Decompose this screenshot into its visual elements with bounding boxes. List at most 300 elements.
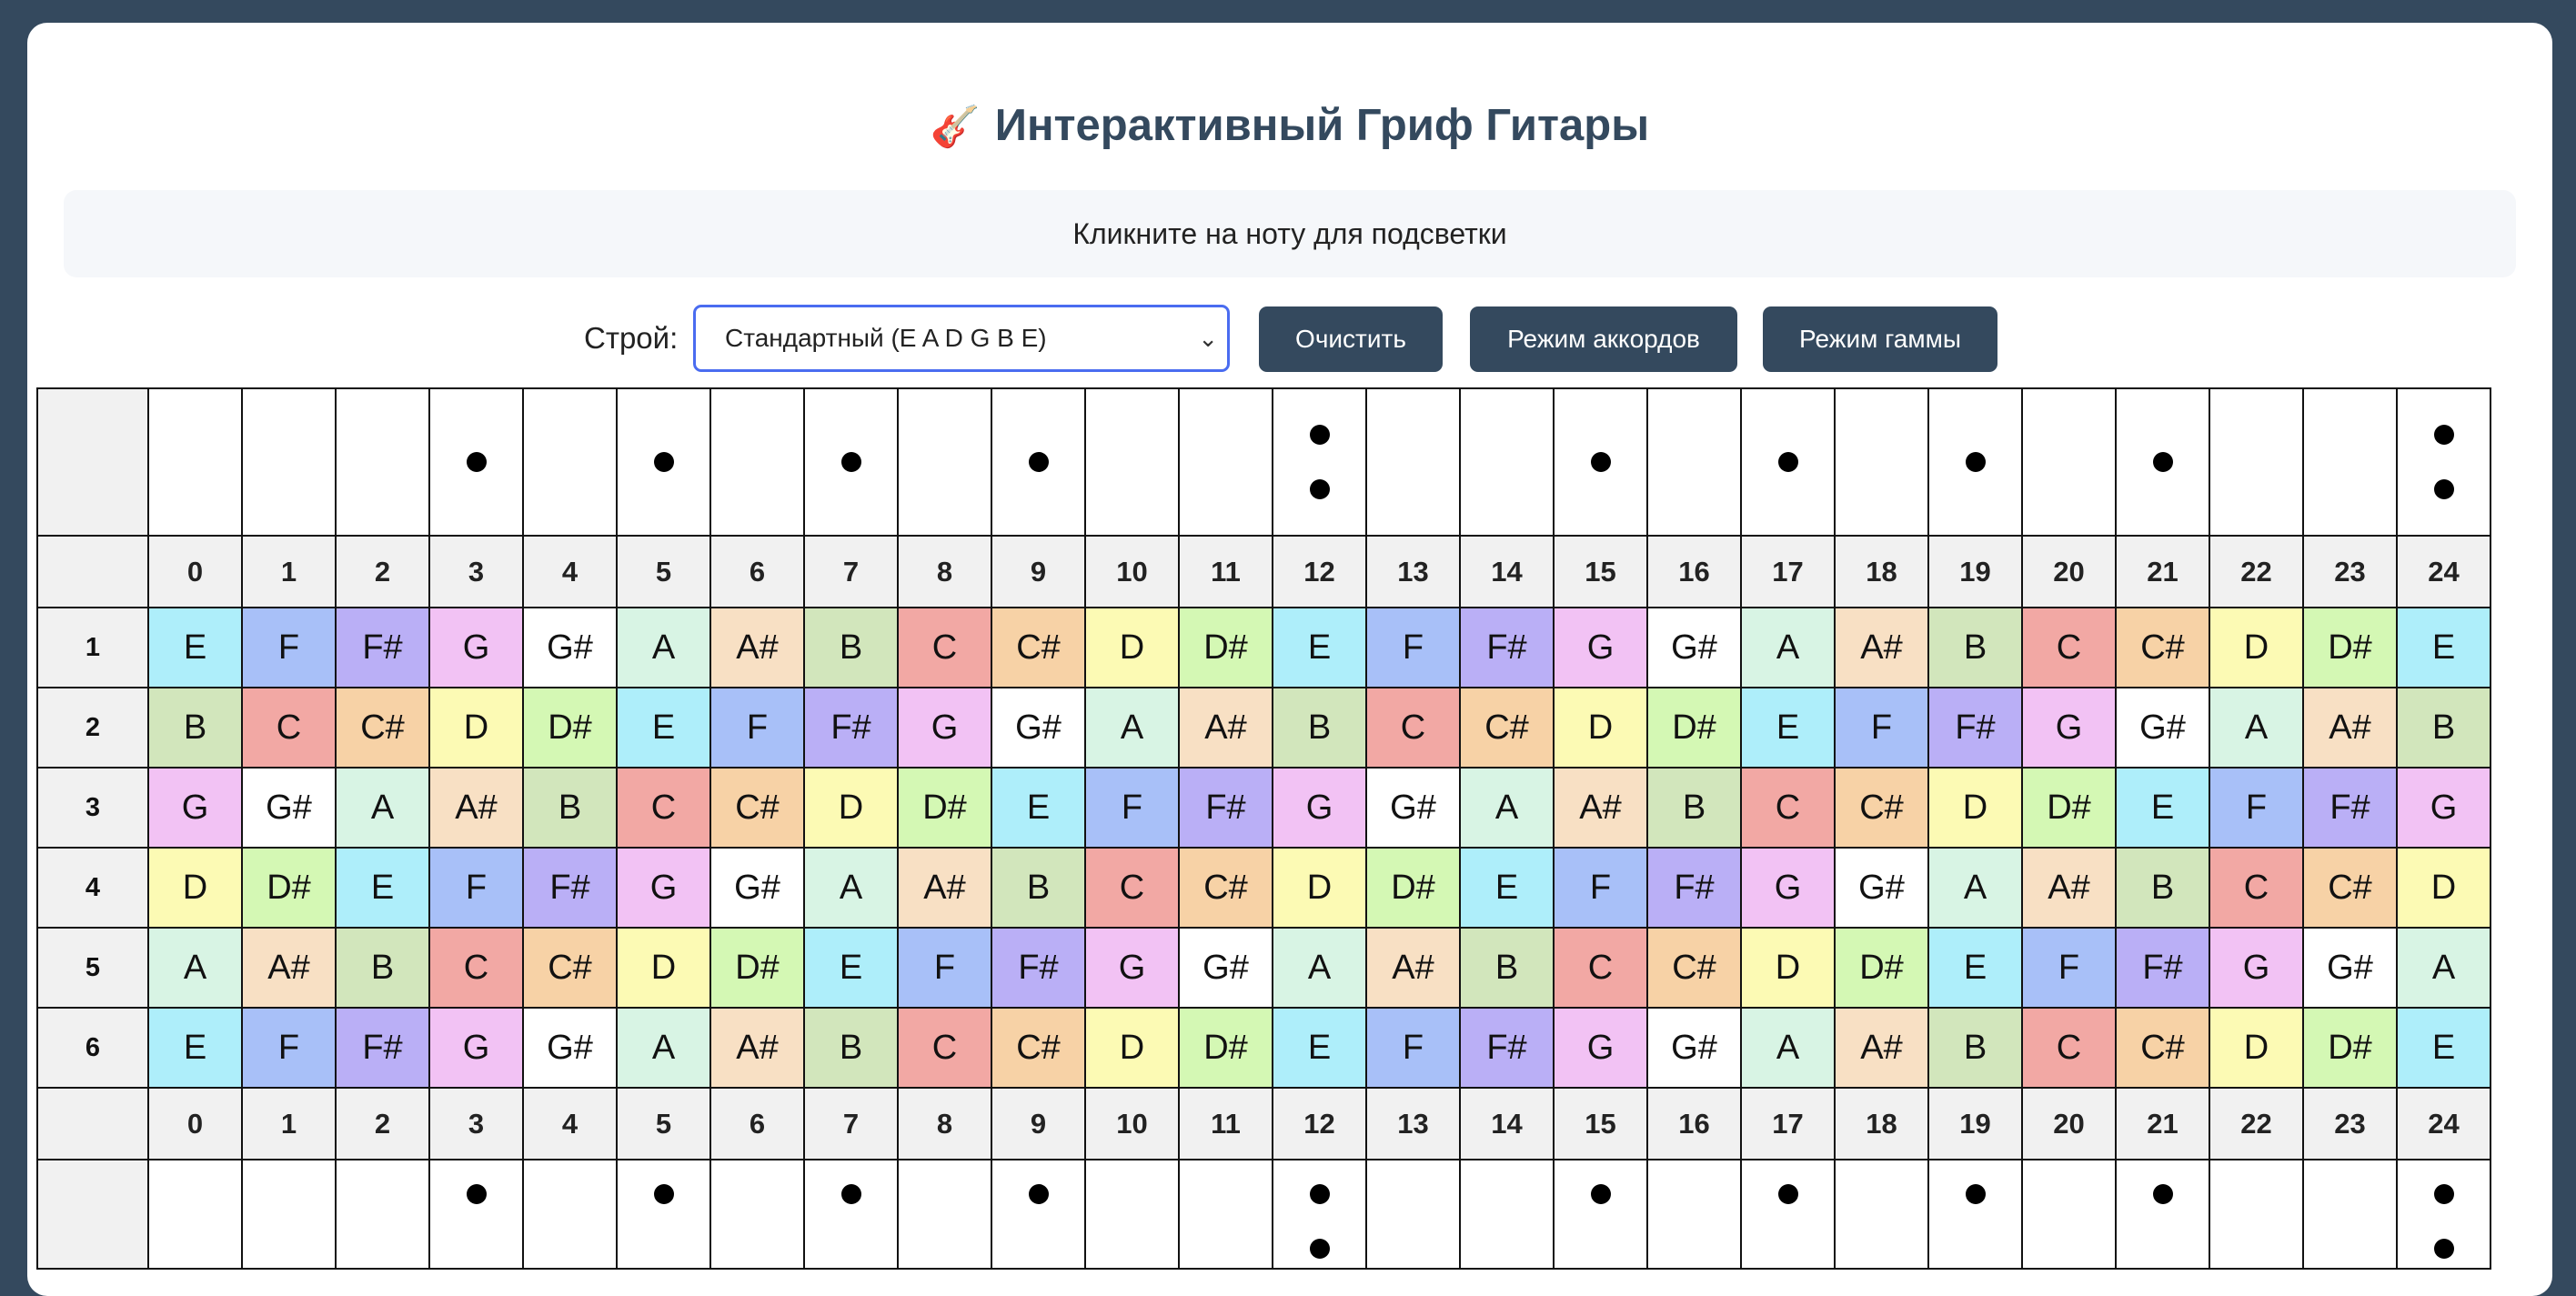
note-cell[interactable]: A (1741, 1008, 1835, 1088)
string-row (37, 768, 2490, 848)
note-cell[interactable]: F (710, 688, 804, 768)
tuning-label: Строй: (584, 321, 679, 355)
note-cell[interactable]: D# (1366, 848, 1460, 928)
note-cell[interactable]: D (1928, 768, 2022, 848)
note-cell[interactable]: G (898, 688, 991, 768)
note-cell[interactable]: D# (1835, 928, 1928, 1008)
note-cell[interactable]: C# (1179, 848, 1273, 928)
fret-number: 22 (2209, 1088, 2303, 1160)
fret-number: 0 (148, 536, 242, 608)
note-cell[interactable]: A# (1835, 1008, 1928, 1088)
fret-dot-icon (1591, 452, 1611, 472)
note-cell[interactable]: C (617, 768, 710, 848)
fret-marker-cell (898, 388, 991, 536)
note-cell[interactable]: F (1366, 1008, 1460, 1088)
note-cell[interactable]: F (898, 928, 991, 1008)
fret-marker-cell (1460, 388, 1554, 536)
fret-marker-cell (523, 1160, 617, 1269)
fret-number: 3 (429, 536, 523, 608)
fret-dot-icon (654, 1184, 674, 1204)
note-cell[interactable]: G (1554, 608, 1647, 688)
note-cell[interactable]: E (336, 848, 429, 928)
fret-dot-icon (1966, 1184, 1986, 1204)
string-label: 3 (37, 768, 148, 848)
note-cell[interactable]: A# (710, 1008, 804, 1088)
note-cell[interactable]: G (429, 608, 523, 688)
fret-number: 13 (1366, 536, 1460, 608)
string-label: 1 (37, 608, 148, 688)
note-cell[interactable]: C# (991, 1008, 1085, 1088)
fret-marker-cell (429, 1160, 523, 1269)
fret-dot-icon (1029, 452, 1049, 472)
fret-markers-top (37, 388, 2490, 536)
note-cell[interactable]: C# (1835, 768, 1928, 848)
note-cell[interactable]: G (1085, 928, 1179, 1008)
fret-number: 22 (2209, 536, 2303, 608)
fret-number: 1 (242, 536, 336, 608)
note-cell[interactable]: C# (2116, 1008, 2209, 1088)
note-cell[interactable]: B (1647, 768, 1741, 848)
note-cell[interactable]: A (336, 768, 429, 848)
note-cell[interactable]: E (1273, 608, 1366, 688)
note-cell[interactable]: D# (898, 768, 991, 848)
note-cell[interactable]: G (1741, 848, 1835, 928)
string-row (37, 848, 2490, 928)
fret-marker-cell (1554, 388, 1647, 536)
fret-number: 21 (2116, 536, 2209, 608)
fret-marker-cell (617, 1160, 710, 1269)
note-cell[interactable]: D (148, 848, 242, 928)
note-cell[interactable]: F (1366, 608, 1460, 688)
note-cell[interactable]: E (148, 1008, 242, 1088)
page-title (27, 94, 2552, 159)
note-cell[interactable]: A (1741, 608, 1835, 688)
note-cell[interactable]: B (2397, 688, 2490, 768)
note-cell[interactable]: G (148, 768, 242, 848)
note-cell[interactable]: D# (1647, 688, 1741, 768)
fret-dot-icon (1310, 425, 1330, 445)
fret-number: 23 (2303, 536, 2397, 608)
marker-row-label (37, 388, 148, 536)
note-cell[interactable]: D (2209, 1008, 2303, 1088)
fret-marker-cell (1647, 388, 1741, 536)
fret-marker-cell (617, 388, 710, 536)
note-cell[interactable]: B (991, 848, 1085, 928)
note-cell[interactable]: D# (1179, 1008, 1273, 1088)
note-cell[interactable]: B (1273, 688, 1366, 768)
fret-number: 6 (710, 1088, 804, 1160)
note-cell[interactable]: A# (429, 768, 523, 848)
chord-mode-button[interactable]: Режим аккордов (1470, 306, 1737, 372)
fret-marker-cell (1741, 1160, 1835, 1269)
fret-number: 5 (617, 1088, 710, 1160)
note-cell[interactable]: F# (1460, 1008, 1554, 1088)
fret-marker-cell (2397, 1160, 2490, 1269)
note-cell[interactable]: F# (991, 928, 1085, 1008)
note-cell[interactable]: D# (2303, 608, 2397, 688)
page-title-text: Интерактивный Гриф Гитары (994, 101, 1650, 150)
fret-dot-icon (1029, 1184, 1049, 1204)
fret-markers-bottom (37, 1160, 2490, 1269)
fret-number: 6 (710, 536, 804, 608)
note-cell[interactable]: F (2022, 928, 2116, 1008)
fret-marker-cell (1085, 388, 1179, 536)
fret-number: 9 (991, 536, 1085, 608)
note-cell[interactable]: C# (710, 768, 804, 848)
note-cell[interactable]: F# (523, 848, 617, 928)
note-cell[interactable]: G (2209, 928, 2303, 1008)
fret-number: 3 (429, 1088, 523, 1160)
string-row (37, 1008, 2490, 1088)
fret-number: 17 (1741, 536, 1835, 608)
note-cell[interactable]: F# (2116, 928, 2209, 1008)
fret-number: 16 (1647, 536, 1741, 608)
fret-number: 15 (1554, 536, 1647, 608)
note-cell[interactable]: C (2022, 1008, 2116, 1088)
fret-marker-cell (2303, 388, 2397, 536)
fret-number: 7 (804, 1088, 898, 1160)
fret-number: 17 (1741, 1088, 1835, 1160)
fret-number: 24 (2397, 1088, 2490, 1160)
fretboard-table (36, 387, 2491, 1270)
string-row (37, 688, 2490, 768)
note-cell[interactable]: D (804, 768, 898, 848)
string-label: 6 (37, 1008, 148, 1088)
note-cell[interactable]: F# (1460, 608, 1554, 688)
fret-dot-icon (2434, 1184, 2454, 1204)
note-cell[interactable]: A# (1366, 928, 1460, 1008)
note-cell[interactable]: G (2022, 688, 2116, 768)
controls-bar (27, 305, 2552, 372)
fret-number: 4 (523, 1088, 617, 1160)
fret-number: 18 (1835, 536, 1928, 608)
note-cell[interactable]: C (2209, 848, 2303, 928)
fret-number: 11 (1179, 536, 1273, 608)
note-cell[interactable]: D (1085, 608, 1179, 688)
fret-marker-cell (1928, 1160, 2022, 1269)
fret-marker-cell (898, 1160, 991, 1269)
fret-marker-cell (1835, 1160, 1928, 1269)
note-cell[interactable]: F (1554, 848, 1647, 928)
fret-number-row-label (37, 536, 148, 608)
note-cell[interactable]: G (1554, 1008, 1647, 1088)
fret-marker-cell (523, 388, 617, 536)
fret-numbers-bottom (37, 1088, 2490, 1160)
note-cell[interactable]: G# (991, 688, 1085, 768)
note-cell[interactable]: E (1741, 688, 1835, 768)
fret-dot-icon (1310, 1184, 1330, 1204)
note-cell[interactable]: D# (2022, 768, 2116, 848)
fret-marker-cell (1179, 1160, 1273, 1269)
note-cell[interactable]: E (2397, 608, 2490, 688)
note-cell[interactable]: G# (710, 848, 804, 928)
note-cell[interactable]: E (2397, 1008, 2490, 1088)
note-cell[interactable]: D (429, 688, 523, 768)
note-cell[interactable]: B (148, 688, 242, 768)
note-cell[interactable]: E (617, 688, 710, 768)
string-row (37, 928, 2490, 1008)
fret-dot-icon (2434, 479, 2454, 499)
note-cell[interactable]: A# (2303, 688, 2397, 768)
fret-marker-cell (2022, 388, 2116, 536)
note-cell[interactable]: G# (1647, 608, 1741, 688)
fret-marker-cell (804, 1160, 898, 1269)
note-cell[interactable]: G# (2303, 928, 2397, 1008)
note-cell[interactable]: F# (804, 688, 898, 768)
note-cell[interactable]: C# (2116, 608, 2209, 688)
fret-marker-cell (1835, 388, 1928, 536)
note-cell[interactable]: G# (523, 1008, 617, 1088)
fret-marker-cell (1273, 1160, 1366, 1269)
note-cell[interactable]: F# (1647, 848, 1741, 928)
note-cell[interactable]: C# (523, 928, 617, 1008)
fret-number: 8 (898, 536, 991, 608)
fret-dot-icon (841, 1184, 861, 1204)
info-banner (64, 190, 2516, 277)
fret-marker-cell (1460, 1160, 1554, 1269)
note-cell[interactable]: D (2209, 608, 2303, 688)
scale-mode-button[interactable]: Режим гаммы (1763, 306, 1997, 372)
note-cell[interactable]: D (617, 928, 710, 1008)
note-cell[interactable]: G# (1366, 768, 1460, 848)
tuning-select-value: Стандартный (E A D G B E) (725, 324, 1047, 352)
fret-number: 12 (1273, 1088, 1366, 1160)
string-label: 5 (37, 928, 148, 1008)
note-cell[interactable]: C# (991, 608, 1085, 688)
note-cell[interactable]: D (1273, 848, 1366, 928)
note-cell[interactable]: E (804, 928, 898, 1008)
note-cell[interactable]: G# (523, 608, 617, 688)
note-cell[interactable]: F# (336, 1008, 429, 1088)
note-cell[interactable]: A (148, 928, 242, 1008)
note-cell[interactable]: C (1741, 768, 1835, 848)
fret-number: 13 (1366, 1088, 1460, 1160)
note-cell[interactable]: F (2209, 768, 2303, 848)
note-cell[interactable]: F# (1928, 688, 2022, 768)
info-text: Кликните на ноту для подсветки (1072, 216, 1507, 250)
fret-number: 7 (804, 536, 898, 608)
note-cell[interactable]: C (429, 928, 523, 1008)
fret-marker-cell (429, 388, 523, 536)
note-cell[interactable]: D (1085, 1008, 1179, 1088)
fret-number: 9 (991, 1088, 1085, 1160)
fret-marker-cell (991, 388, 1085, 536)
note-cell[interactable]: G# (1179, 928, 1273, 1008)
fret-marker-cell (1085, 1160, 1179, 1269)
note-cell[interactable]: A# (1835, 608, 1928, 688)
fret-marker-cell (2022, 1160, 2116, 1269)
note-cell[interactable]: A (2397, 928, 2490, 1008)
note-cell[interactable]: E (991, 768, 1085, 848)
fret-number: 11 (1179, 1088, 1273, 1160)
note-cell[interactable]: C# (2303, 848, 2397, 928)
note-cell[interactable]: E (1928, 928, 2022, 1008)
fret-marker-cell (148, 1160, 242, 1269)
fret-dot-icon (467, 452, 487, 472)
note-cell[interactable]: B (804, 608, 898, 688)
fret-marker-cell (1366, 388, 1460, 536)
note-cell[interactable]: F# (336, 608, 429, 688)
note-cell[interactable]: C (898, 608, 991, 688)
note-cell[interactable]: D (1741, 928, 1835, 1008)
note-cell[interactable]: C (1554, 928, 1647, 1008)
note-cell[interactable]: G# (1647, 1008, 1741, 1088)
fret-dot-icon (2434, 425, 2454, 445)
fret-number: 24 (2397, 536, 2490, 608)
fret-marker-cell (2209, 1160, 2303, 1269)
fret-dot-icon (654, 452, 674, 472)
note-cell[interactable]: D (1554, 688, 1647, 768)
note-cell[interactable]: E (1273, 1008, 1366, 1088)
fret-marker-cell (1647, 1160, 1741, 1269)
fret-marker-cell (2116, 1160, 2209, 1269)
fret-number: 2 (336, 536, 429, 608)
note-cell[interactable]: A (1460, 768, 1554, 848)
note-cell[interactable]: E (2116, 768, 2209, 848)
note-cell[interactable]: A (2209, 688, 2303, 768)
tuning-select[interactable] (693, 305, 1230, 372)
note-cell[interactable]: A# (1554, 768, 1647, 848)
note-cell[interactable]: B (804, 1008, 898, 1088)
note-cell[interactable]: E (148, 608, 242, 688)
note-cell[interactable]: F (1835, 688, 1928, 768)
note-cell[interactable]: A# (1179, 688, 1273, 768)
fret-number: 4 (523, 536, 617, 608)
note-cell[interactable]: D# (710, 928, 804, 1008)
clear-button[interactable]: Очистить (1259, 306, 1443, 372)
fret-number: 14 (1460, 1088, 1554, 1160)
fret-marker-cell (1928, 388, 2022, 536)
fret-number: 2 (336, 1088, 429, 1160)
note-cell[interactable]: C (898, 1008, 991, 1088)
fret-dot-icon (1778, 1184, 1798, 1204)
note-cell[interactable]: G (429, 1008, 523, 1088)
fret-marker-cell (336, 388, 429, 536)
note-cell[interactable]: C (2022, 608, 2116, 688)
note-cell[interactable]: G (617, 848, 710, 928)
note-cell[interactable]: B (336, 928, 429, 1008)
fret-dot-icon (1310, 1239, 1330, 1259)
fret-dot-icon (1591, 1184, 1611, 1204)
note-cell[interactable]: D# (523, 688, 617, 768)
note-cell[interactable]: B (1460, 928, 1554, 1008)
note-cell[interactable]: F# (1179, 768, 1273, 848)
note-cell[interactable]: G# (2116, 688, 2209, 768)
fret-marker-cell (2209, 388, 2303, 536)
fret-dot-icon (2153, 1184, 2173, 1204)
note-cell[interactable]: B (1928, 608, 2022, 688)
fret-marker-cell (2397, 388, 2490, 536)
fret-marker-cell (1366, 1160, 1460, 1269)
fret-marker-cell (148, 388, 242, 536)
fret-number: 14 (1460, 536, 1554, 608)
string-label: 4 (37, 848, 148, 928)
note-cell[interactable]: C# (336, 688, 429, 768)
fret-number: 23 (2303, 1088, 2397, 1160)
note-cell[interactable]: E (1460, 848, 1554, 928)
note-cell[interactable]: D# (1179, 608, 1273, 688)
note-cell[interactable]: F# (2303, 768, 2397, 848)
chevron-down-icon: ⌄ (1198, 325, 1218, 352)
string-row (37, 608, 2490, 688)
fret-marker-cell (242, 1160, 336, 1269)
fret-marker-cell (2303, 1160, 2397, 1269)
fret-marker-cell (1273, 388, 1366, 536)
fret-marker-cell (1741, 388, 1835, 536)
note-cell[interactable]: D# (242, 848, 336, 928)
note-cell[interactable]: D# (2303, 1008, 2397, 1088)
note-cell[interactable]: C (1085, 848, 1179, 928)
fret-marker-cell (710, 388, 804, 536)
fret-marker-cell (710, 1160, 804, 1269)
fret-dot-icon (2153, 452, 2173, 472)
note-cell[interactable]: F (242, 1008, 336, 1088)
note-cell[interactable]: G# (242, 768, 336, 848)
fret-number: 0 (148, 1088, 242, 1160)
fret-marker-cell (1554, 1160, 1647, 1269)
note-cell[interactable]: F (242, 608, 336, 688)
fret-number: 10 (1085, 1088, 1179, 1160)
marker-row-label (37, 1160, 148, 1269)
fret-number: 19 (1928, 1088, 2022, 1160)
note-cell[interactable]: B (2116, 848, 2209, 928)
note-cell[interactable]: B (1928, 1008, 2022, 1088)
note-cell[interactable]: A (617, 1008, 710, 1088)
note-cell[interactable]: A# (898, 848, 991, 928)
note-cell[interactable]: G# (1835, 848, 1928, 928)
fret-numbers-top (37, 536, 2490, 608)
note-cell[interactable]: F (429, 848, 523, 928)
note-cell[interactable]: A (1085, 688, 1179, 768)
fret-dot-icon (467, 1184, 487, 1204)
guitar-icon: 🎸 (930, 105, 981, 149)
note-cell[interactable]: C (1366, 688, 1460, 768)
note-cell[interactable]: A (617, 608, 710, 688)
fret-marker-cell (1179, 388, 1273, 536)
note-cell[interactable]: G (2397, 768, 2490, 848)
note-cell[interactable]: B (523, 768, 617, 848)
note-cell[interactable]: A# (242, 928, 336, 1008)
fret-dot-icon (1966, 452, 1986, 472)
fret-number: 5 (617, 536, 710, 608)
note-cell[interactable]: A (1273, 928, 1366, 1008)
string-label: 2 (37, 688, 148, 768)
fret-number-row-label (37, 1088, 148, 1160)
fret-number: 21 (2116, 1088, 2209, 1160)
fret-dot-icon (2434, 1239, 2454, 1259)
fret-marker-cell (2116, 388, 2209, 536)
fret-number: 16 (1647, 1088, 1741, 1160)
fret-number: 1 (242, 1088, 336, 1160)
fret-marker-cell (804, 388, 898, 536)
note-cell[interactable]: A# (710, 608, 804, 688)
note-cell[interactable]: G (1273, 768, 1366, 848)
fret-number: 8 (898, 1088, 991, 1160)
note-cell[interactable]: A (1928, 848, 2022, 928)
note-cell[interactable]: A# (2022, 848, 2116, 928)
fret-number: 20 (2022, 1088, 2116, 1160)
note-cell[interactable]: C# (1647, 928, 1741, 1008)
fret-dot-icon (1310, 479, 1330, 499)
note-cell[interactable]: F (1085, 768, 1179, 848)
fret-number: 20 (2022, 536, 2116, 608)
note-cell[interactable]: A (804, 848, 898, 928)
note-cell[interactable]: C# (1460, 688, 1554, 768)
note-cell[interactable]: C (242, 688, 336, 768)
fret-number: 12 (1273, 536, 1366, 608)
note-cell[interactable]: D (2397, 848, 2490, 928)
fret-marker-cell (242, 388, 336, 536)
